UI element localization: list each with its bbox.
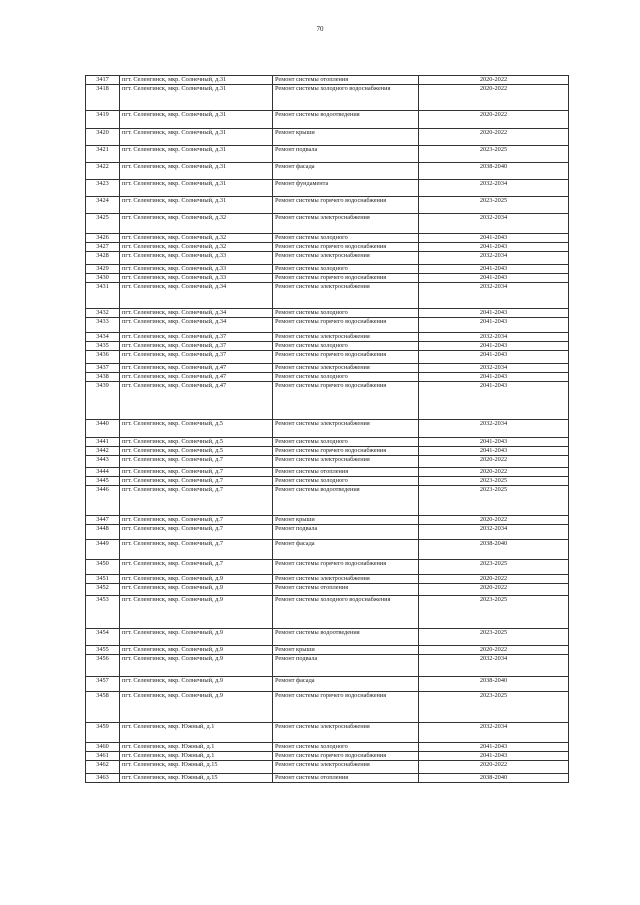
row-period: 2023-2025: [419, 146, 569, 163]
row-period: 2038-2040: [419, 774, 569, 783]
row-number: 3462: [86, 761, 120, 774]
row-period: 2032-2034: [419, 420, 569, 438]
row-address: пгт. Селенгинск, мкр. Солнечный, д.33: [120, 265, 273, 274]
row-number: 3431: [86, 283, 120, 309]
row-address: пгт. Селенгинск, мкр. Солнечный, д.9: [120, 692, 273, 723]
row-period: 2020-2022: [419, 111, 569, 129]
row-address: пгт. Селенгинск, мкр. Солнечный, д.31: [120, 85, 273, 111]
row-period: 2041-2043: [419, 234, 569, 243]
table-row: [86, 373, 569, 382]
row-work-type: Ремонт системы холодного: [273, 477, 419, 486]
table-row: [86, 752, 569, 761]
row-address: пгт. Селенгинск, мкр. Солнечный, д.31: [120, 197, 273, 214]
row-address: пгт. Селенгинск, мкр. Южный, д.15: [120, 761, 273, 774]
row-work-type: Ремонт системы электроснабжения: [273, 364, 419, 373]
table-row: [86, 596, 569, 629]
row-address: пгт. Селенгинск, мкр. Солнечный, д.31: [120, 180, 273, 197]
row-period: 2038-2040: [419, 163, 569, 180]
row-period: 2023-2025: [419, 692, 569, 723]
row-number: 3440: [86, 420, 120, 438]
row-period: 2020-2022: [419, 646, 569, 655]
row-period: 2041-2043: [419, 438, 569, 447]
row-work-type: Ремонт крыши: [273, 646, 419, 655]
row-address: пгт. Селенгинск, мкр. Солнечный, д.31: [120, 76, 273, 85]
row-period: 2023-2025: [419, 197, 569, 214]
table-row: [86, 76, 569, 85]
row-period: 2041-2043: [419, 382, 569, 420]
row-work-type: Ремонт системы электроснабжения: [273, 761, 419, 774]
row-number: 3428: [86, 252, 120, 265]
table-row: [86, 382, 569, 420]
row-address: пгт. Селенгинск, мкр. Солнечный, д.37: [120, 351, 273, 364]
row-work-type: Ремонт системы электроснабжения: [273, 723, 419, 743]
row-number: 3427: [86, 243, 120, 252]
row-address: пгт. Селенгинск, мкр. Солнечный, д.32: [120, 214, 273, 234]
row-number: 3448: [86, 525, 120, 540]
row-number: 3463: [86, 774, 120, 783]
row-address: пгт. Селенгинск, мкр. Солнечный, д.9: [120, 596, 273, 629]
table-row: [86, 447, 569, 456]
row-work-type: Ремонт системы водоотведения: [273, 629, 419, 646]
row-work-type: Ремонт системы отопления: [273, 774, 419, 783]
row-work-type: Ремонт системы отопления: [273, 76, 419, 85]
row-work-type: Ремонт системы горячего водоснабжения: [273, 197, 419, 214]
row-work-type: Ремонт системы горячего водоснабжения: [273, 447, 419, 456]
table-row: [86, 655, 569, 677]
row-address: пгт. Селенгинск, мкр. Солнечный, д.34: [120, 283, 273, 309]
row-period: 2041-2043: [419, 743, 569, 752]
row-period: 2032-2034: [419, 283, 569, 309]
repair-schedule-table: [85, 75, 569, 783]
row-period: 2023-2025: [419, 477, 569, 486]
row-address: пгт. Селенгинск, мкр. Солнечный, д.31: [120, 129, 273, 146]
row-address: пгт. Селенгинск, мкр. Солнечный, д.7: [120, 477, 273, 486]
row-period: 2020-2022: [419, 129, 569, 146]
row-work-type: Ремонт системы отопления: [273, 584, 419, 596]
row-number: 3451: [86, 575, 120, 584]
table-row: [86, 468, 569, 477]
table-row: [86, 333, 569, 342]
row-number: 3444: [86, 468, 120, 477]
table-row: [86, 283, 569, 309]
row-number: 3461: [86, 752, 120, 761]
row-period: 2020-2022: [419, 761, 569, 774]
table-row: [86, 364, 569, 373]
row-number: 3453: [86, 596, 120, 629]
row-period: 2032-2034: [419, 655, 569, 677]
row-number: 3454: [86, 629, 120, 646]
row-address: пгт. Селенгинск, мкр. Солнечный, д.47: [120, 382, 273, 420]
row-address: пгт. Селенгинск, мкр. Южный, д.1: [120, 723, 273, 743]
row-address: пгт. Селенгинск, мкр. Солнечный, д.34: [120, 318, 273, 333]
table-row: [86, 629, 569, 646]
table-row: [86, 560, 569, 575]
row-address: пгт. Селенгинск, мкр. Солнечный, д.47: [120, 373, 273, 382]
row-address: пгт. Селенгинск, мкр. Солнечный, д.32: [120, 234, 273, 243]
row-number: 3432: [86, 309, 120, 318]
row-number: 3460: [86, 743, 120, 752]
table-body: [86, 76, 569, 783]
row-work-type: Ремонт системы холодного: [273, 265, 419, 274]
row-period: 2020-2022: [419, 468, 569, 477]
table-row: [86, 274, 569, 283]
row-address: пгт. Селенгинск, мкр. Солнечный, д.7: [120, 468, 273, 477]
row-address: пгт. Селенгинск, мкр. Солнечный, д.31: [120, 111, 273, 129]
row-period: 2041-2043: [419, 342, 569, 351]
row-number: 3430: [86, 274, 120, 283]
table-row: [86, 575, 569, 584]
row-period: 2041-2043: [419, 373, 569, 382]
row-period: 2020-2022: [419, 575, 569, 584]
row-address: пгт. Селенгинск, мкр. Солнечный, д.9: [120, 575, 273, 584]
table-row: [86, 525, 569, 540]
row-period: 2032-2034: [419, 252, 569, 265]
row-period: 2020-2022: [419, 584, 569, 596]
table-row: [86, 265, 569, 274]
row-address: пгт. Селенгинск, мкр. Солнечный, д.9: [120, 584, 273, 596]
row-work-type: Ремонт фасада: [273, 540, 419, 560]
row-address: пгт. Селенгинск, мкр. Солнечный, д.9: [120, 646, 273, 655]
row-work-type: Ремонт системы отопления: [273, 468, 419, 477]
row-period: 2041-2043: [419, 265, 569, 274]
row-period: 2041-2043: [419, 243, 569, 252]
row-work-type: Ремонт фасада: [273, 163, 419, 180]
table-row: [86, 309, 569, 318]
row-number: 3442: [86, 447, 120, 456]
row-work-type: Ремонт фасада: [273, 677, 419, 692]
row-work-type: Ремонт системы электроснабжения: [273, 456, 419, 468]
table-row: [86, 456, 569, 468]
row-work-type: Ремонт системы горячего водоснабжения: [273, 382, 419, 420]
row-number: 3457: [86, 677, 120, 692]
row-address: пгт. Селенгинск, мкр. Солнечный, д.7: [120, 540, 273, 560]
table-row: [86, 516, 569, 525]
row-work-type: Ремонт крыши: [273, 129, 419, 146]
row-period: 2032-2034: [419, 214, 569, 234]
table-row: [86, 692, 569, 723]
table-row: [86, 351, 569, 364]
row-work-type: Ремонт системы водоотведения: [273, 111, 419, 129]
row-period: 2023-2025: [419, 486, 569, 516]
row-work-type: Ремонт подвала: [273, 655, 419, 677]
row-work-type: Ремонт системы холодного: [273, 438, 419, 447]
row-address: пгт. Селенгинск, мкр. Солнечный, д.7: [120, 486, 273, 516]
row-address: пгт. Селенгинск, мкр. Солнечный, д.31: [120, 146, 273, 163]
row-work-type: Ремонт крыши: [273, 516, 419, 525]
row-number: 3459: [86, 723, 120, 743]
row-work-type: Ремонт системы холодного: [273, 743, 419, 752]
table-row: [86, 761, 569, 774]
table-row: [86, 146, 569, 163]
row-number: 3434: [86, 333, 120, 342]
row-address: пгт. Селенгинск, мкр. Южный, д.15: [120, 774, 273, 783]
row-period: 2041-2043: [419, 447, 569, 456]
row-number: 3449: [86, 540, 120, 560]
row-address: пгт. Селенгинск, мкр. Солнечный, д.32: [120, 243, 273, 252]
row-number: 3418: [86, 85, 120, 111]
row-number: 3456: [86, 655, 120, 677]
row-number: 3452: [86, 584, 120, 596]
row-period: 2023-2025: [419, 629, 569, 646]
row-period: 2020-2022: [419, 85, 569, 111]
row-work-type: Ремонт системы горячего водоснабжения: [273, 752, 419, 761]
row-address: пгт. Селенгинск, мкр. Солнечный, д.7: [120, 516, 273, 525]
row-number: 3421: [86, 146, 120, 163]
row-number: 3419: [86, 111, 120, 129]
row-work-type: Ремонт системы электроснабжения: [273, 420, 419, 438]
row-address: пгт. Селенгинск, мкр. Южный, д.1: [120, 743, 273, 752]
row-period: 2041-2043: [419, 318, 569, 333]
page-number: 70: [316, 25, 324, 33]
table-row: [86, 584, 569, 596]
table-row: [86, 342, 569, 351]
row-period: 2038-2040: [419, 540, 569, 560]
row-work-type: Ремонт системы горячего водоснабжения: [273, 692, 419, 723]
table-row: [86, 214, 569, 234]
row-work-type: Ремонт системы холодного: [273, 342, 419, 351]
row-work-type: Ремонт системы горячего водоснабжения: [273, 560, 419, 575]
row-number: 3437: [86, 364, 120, 373]
row-number: 3439: [86, 382, 120, 420]
row-period: 2041-2043: [419, 351, 569, 364]
row-number: 3424: [86, 197, 120, 214]
row-work-type: Ремонт системы горячего водоснабжения: [273, 351, 419, 364]
table-row: [86, 420, 569, 438]
row-period: 2032-2034: [419, 723, 569, 743]
table-row: [86, 234, 569, 243]
row-number: 3447: [86, 516, 120, 525]
row-address: пгт. Селенгинск, мкр. Солнечный, д.37: [120, 333, 273, 342]
row-number: 3441: [86, 438, 120, 447]
row-number: 3429: [86, 265, 120, 274]
row-number: 3435: [86, 342, 120, 351]
row-number: 3423: [86, 180, 120, 197]
row-number: 3425: [86, 214, 120, 234]
row-number: 3436: [86, 351, 120, 364]
row-work-type: Ремонт системы горячего водоснабжения: [273, 274, 419, 283]
row-period: 2023-2025: [419, 596, 569, 629]
row-address: пгт. Селенгинск, мкр. Южный, д.1: [120, 752, 273, 761]
table-row: [86, 85, 569, 111]
row-address: пгт. Селенгинск, мкр. Солнечный, д.9: [120, 677, 273, 692]
table-row: [86, 743, 569, 752]
row-period: 2041-2043: [419, 274, 569, 283]
row-period: 2032-2034: [419, 333, 569, 342]
row-work-type: Ремонт системы холодного: [273, 309, 419, 318]
row-work-type: Ремонт системы холодного: [273, 234, 419, 243]
table-row: [86, 180, 569, 197]
row-period: 2041-2043: [419, 752, 569, 761]
row-address: пгт. Селенгинск, мкр. Солнечный, д.9: [120, 655, 273, 677]
row-work-type: Ремонт системы водоотведения: [273, 486, 419, 516]
row-address: пгт. Селенгинск, мкр. Солнечный, д.7: [120, 456, 273, 468]
row-period: 2032-2034: [419, 180, 569, 197]
row-work-type: Ремонт подвала: [273, 146, 419, 163]
row-address: пгт. Селенгинск, мкр. Солнечный, д.7: [120, 560, 273, 575]
row-period: 2032-2034: [419, 364, 569, 373]
row-work-type: Ремонт системы холодного водоснабжения: [273, 596, 419, 629]
row-period: 2020-2022: [419, 76, 569, 85]
row-number: 3420: [86, 129, 120, 146]
table-row: [86, 197, 569, 214]
row-period: 2020-2022: [419, 516, 569, 525]
table-row: [86, 486, 569, 516]
row-work-type: Ремонт подвала: [273, 525, 419, 540]
row-number: 3426: [86, 234, 120, 243]
row-address: пгт. Селенгинск, мкр. Солнечный, д.9: [120, 629, 273, 646]
row-address: пгт. Селенгинск, мкр. Солнечный, д.47: [120, 364, 273, 373]
table-row: [86, 252, 569, 265]
table-row: [86, 243, 569, 252]
row-number: 3455: [86, 646, 120, 655]
row-address: пгт. Селенгинск, мкр. Солнечный, д.33: [120, 274, 273, 283]
row-work-type: Ремонт фундамента: [273, 180, 419, 197]
row-work-type: Ремонт системы электроснабжения: [273, 283, 419, 309]
row-number: 3417: [86, 76, 120, 85]
table-row: [86, 438, 569, 447]
row-work-type: Ремонт системы горячего водоснабжения: [273, 318, 419, 333]
table-row: [86, 129, 569, 146]
table-row: [86, 723, 569, 743]
row-number: 3450: [86, 560, 120, 575]
row-work-type: Ремонт системы электроснабжения: [273, 333, 419, 342]
row-number: 3446: [86, 486, 120, 516]
row-period: 2020-2022: [419, 456, 569, 468]
row-address: пгт. Селенгинск, мкр. Солнечный, д.5: [120, 447, 273, 456]
row-work-type: Ремонт системы горячего водоснабжения: [273, 243, 419, 252]
row-number: 3438: [86, 373, 120, 382]
row-address: пгт. Селенгинск, мкр. Солнечный, д.33: [120, 252, 273, 265]
row-address: пгт. Селенгинск, мкр. Солнечный, д.34: [120, 309, 273, 318]
row-address: пгт. Селенгинск, мкр. Солнечный, д.31: [120, 163, 273, 180]
row-number: 3443: [86, 456, 120, 468]
row-period: 2041-2043: [419, 309, 569, 318]
row-work-type: Ремонт системы холодного водоснабжения: [273, 85, 419, 111]
row-address: пгт. Селенгинск, мкр. Солнечный, д.5: [120, 438, 273, 447]
row-address: пгт. Селенгинск, мкр. Солнечный, д.7: [120, 525, 273, 540]
row-work-type: Ремонт системы электроснабжения: [273, 214, 419, 234]
table-row: [86, 477, 569, 486]
row-number: 3422: [86, 163, 120, 180]
row-work-type: Ремонт системы холодного: [273, 373, 419, 382]
row-period: 2038-2040: [419, 677, 569, 692]
table-row: [86, 163, 569, 180]
row-address: пгт. Селенгинск, мкр. Солнечный, д.5: [120, 420, 273, 438]
table-row: [86, 646, 569, 655]
table-row: [86, 111, 569, 129]
row-number: 3458: [86, 692, 120, 723]
row-period: 2032-2034: [419, 525, 569, 540]
row-number: 3433: [86, 318, 120, 333]
row-work-type: Ремонт системы электроснабжения: [273, 575, 419, 584]
table-row: [86, 540, 569, 560]
table-row: [86, 677, 569, 692]
row-work-type: Ремонт системы электроснабжения: [273, 252, 419, 265]
table-row: [86, 318, 569, 333]
row-address: пгт. Селенгинск, мкр. Солнечный, д.37: [120, 342, 273, 351]
table-row: [86, 774, 569, 783]
row-number: 3445: [86, 477, 120, 486]
row-period: 2023-2025: [419, 560, 569, 575]
